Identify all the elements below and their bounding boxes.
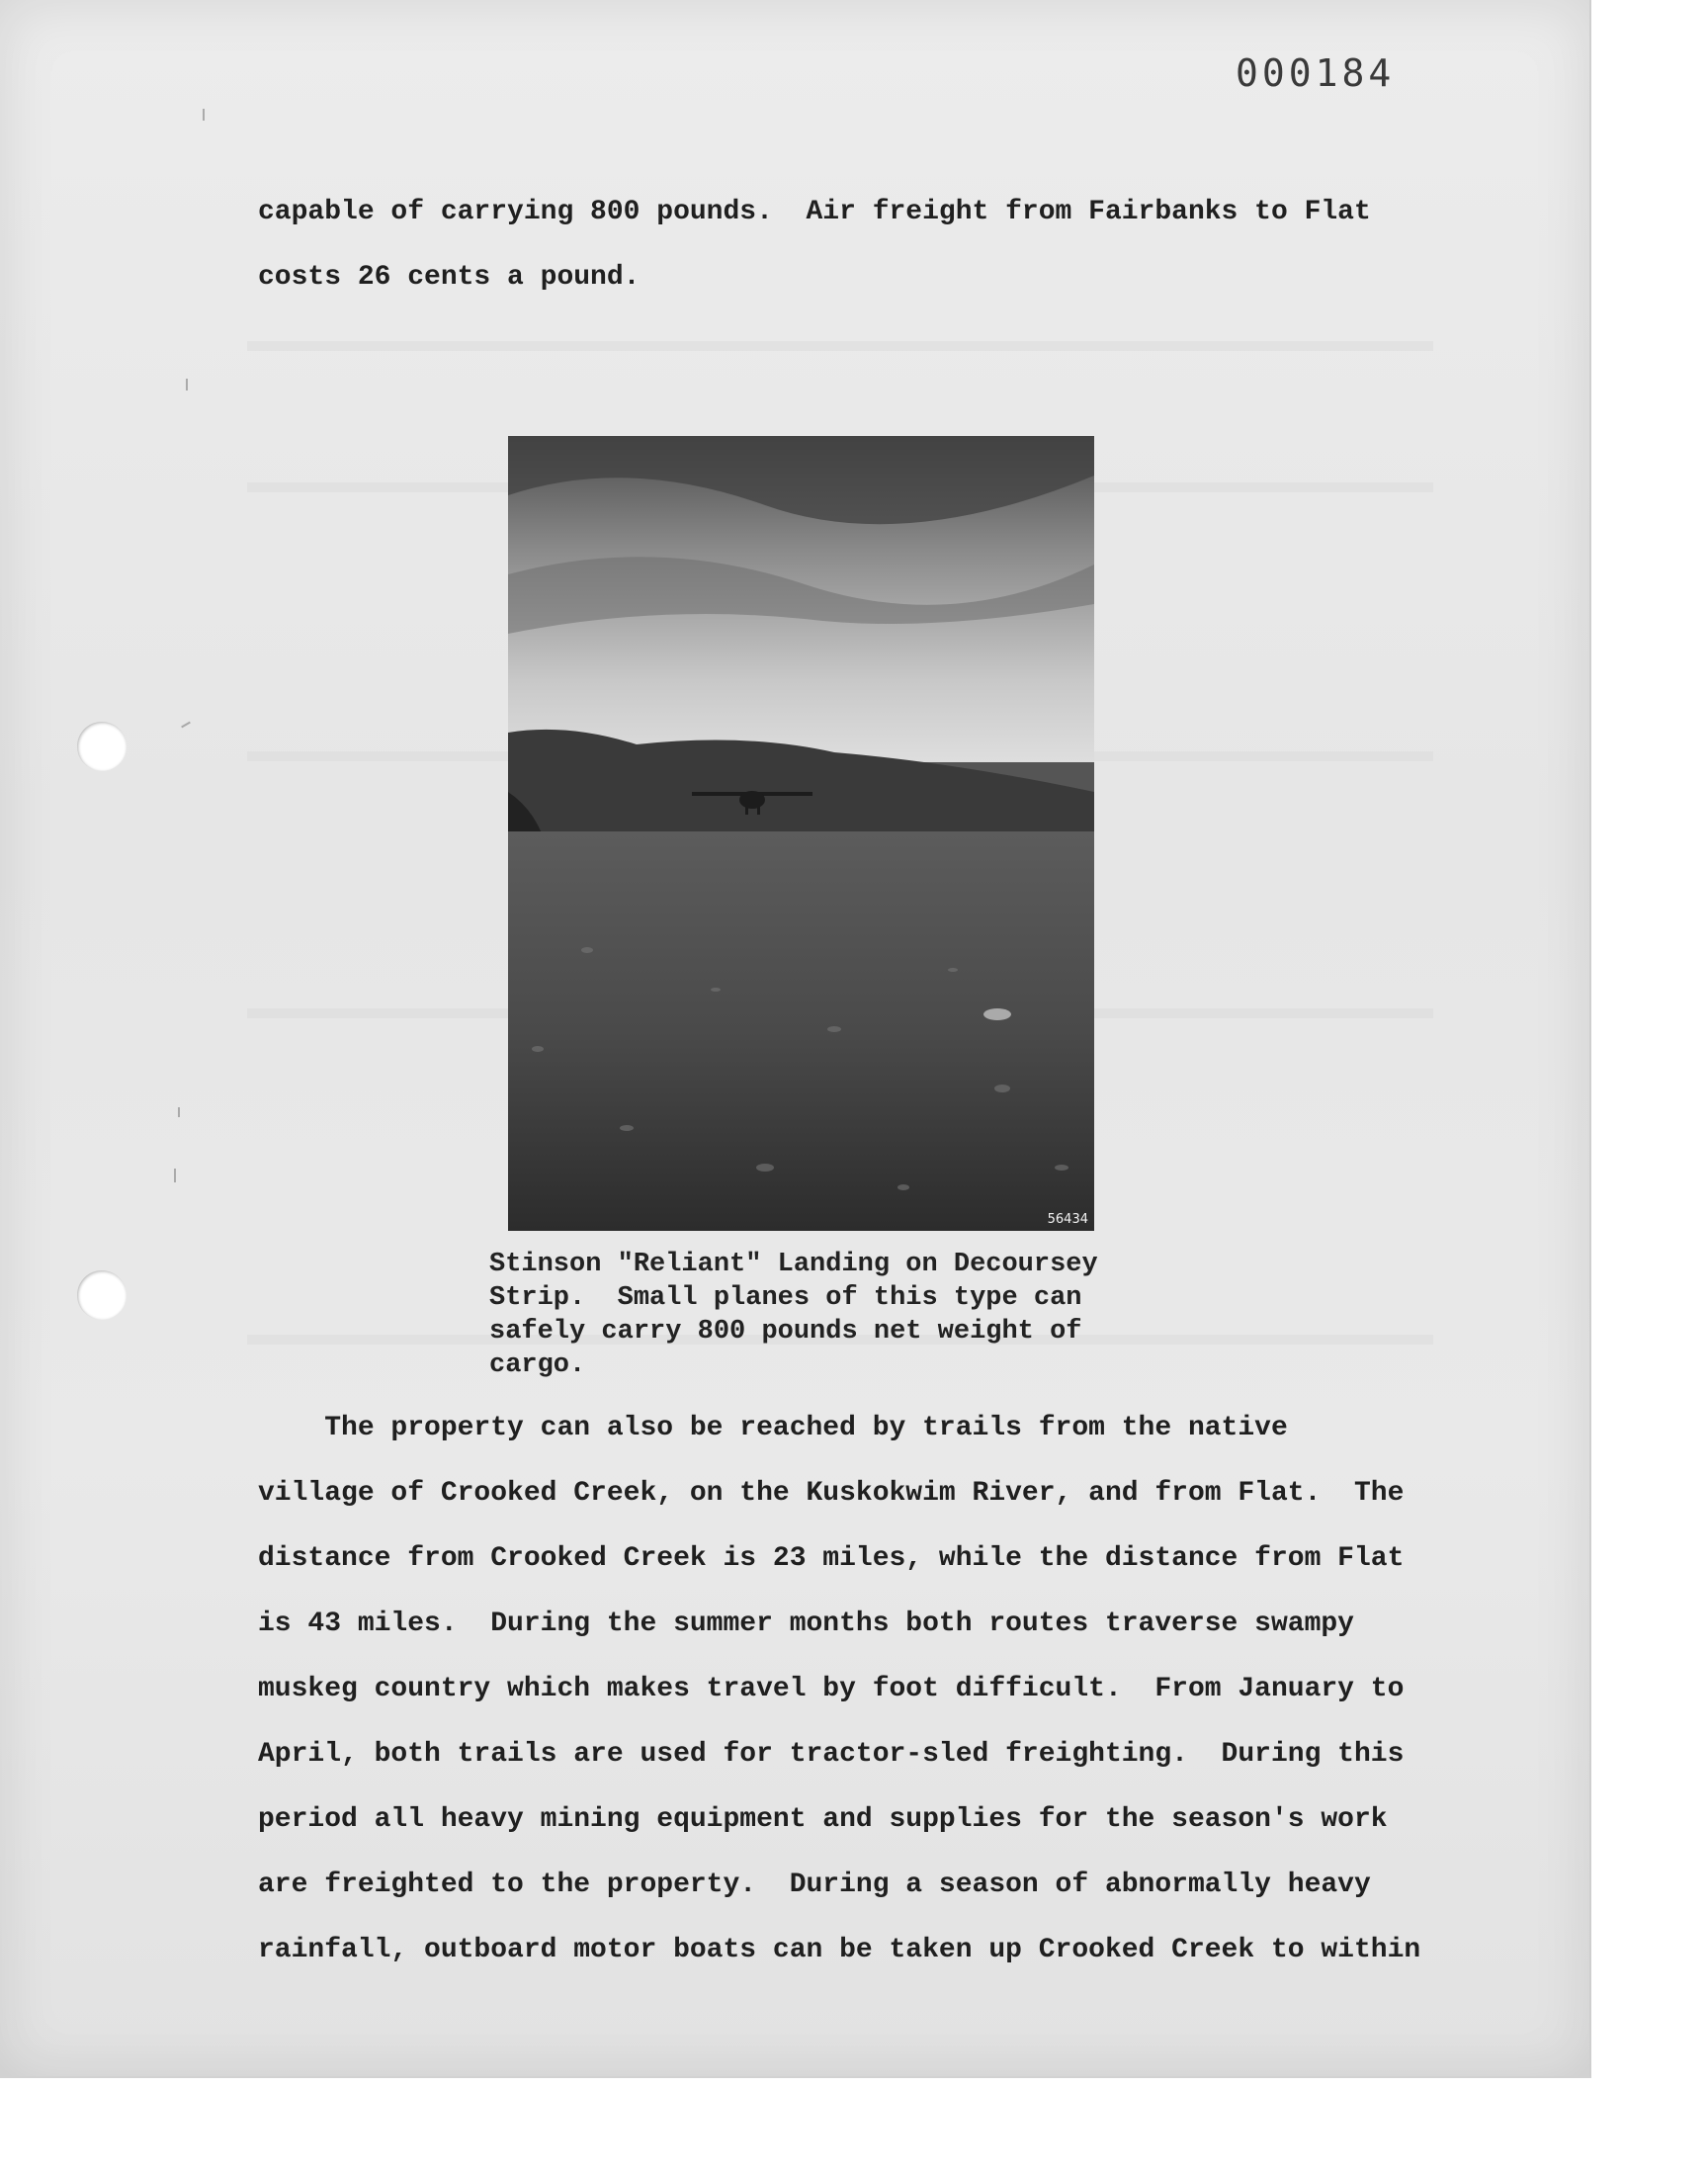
scan-mark [186, 379, 188, 391]
scan-mark [178, 1107, 180, 1117]
page-number: 000184 [1236, 51, 1396, 95]
airplane-photo [508, 436, 1094, 1231]
scan-mark [181, 722, 191, 729]
airstrip-ground [508, 831, 1094, 1231]
caption-line: cargo. [489, 1350, 586, 1380]
punch-hole [77, 722, 127, 771]
punch-hole [77, 1270, 127, 1320]
text-line: rainfall, outboard motor boats can be taken up Crooked Creek to within [258, 1935, 1421, 1965]
text-line: April, both trails are used for tractor-sled freighting. During this [258, 1739, 1405, 1770]
scan-mark [203, 109, 205, 121]
text-line: period all heavy mining equipment and supplies for the season's work [258, 1804, 1388, 1835]
caption-line: safely carry 800 pounds net weight of [489, 1317, 1082, 1347]
bleed-through [247, 341, 1433, 351]
rock [983, 1008, 1011, 1020]
photo-caption [489, 1248, 1098, 1382]
text-line: village of Crooked Creek, on the Kuskokwim River, and from Flat. The [258, 1478, 1405, 1509]
caption-line: Strip. Small planes of this type can [489, 1283, 1082, 1313]
text-line: are freighted to the property. During a season of abnormally heavy [258, 1870, 1371, 1900]
scan-mark [174, 1169, 176, 1182]
body-text-bottom [258, 1396, 1420, 1983]
text-line: is 43 miles. During the summer months both routes traverse swampy [258, 1609, 1354, 1639]
photo-number: 56434 [1047, 1212, 1088, 1227]
body-text-top [258, 180, 1371, 310]
text-line: capable of carrying 800 pounds. Air freight from Fairbanks to Flat [258, 197, 1371, 227]
text-line: muskeg country which makes travel by foot difficult. From January to [258, 1674, 1405, 1704]
text-line: costs 26 cents a pound. [258, 262, 640, 293]
photo-scene [508, 436, 1094, 1231]
caption-line: Stinson "Reliant" Landing on Decoursey [489, 1250, 1098, 1279]
text-line: The property can also be reached by trails from the native [258, 1413, 1288, 1443]
text-line: distance from Crooked Creek is 23 miles, while the distance from Flat [258, 1543, 1405, 1574]
